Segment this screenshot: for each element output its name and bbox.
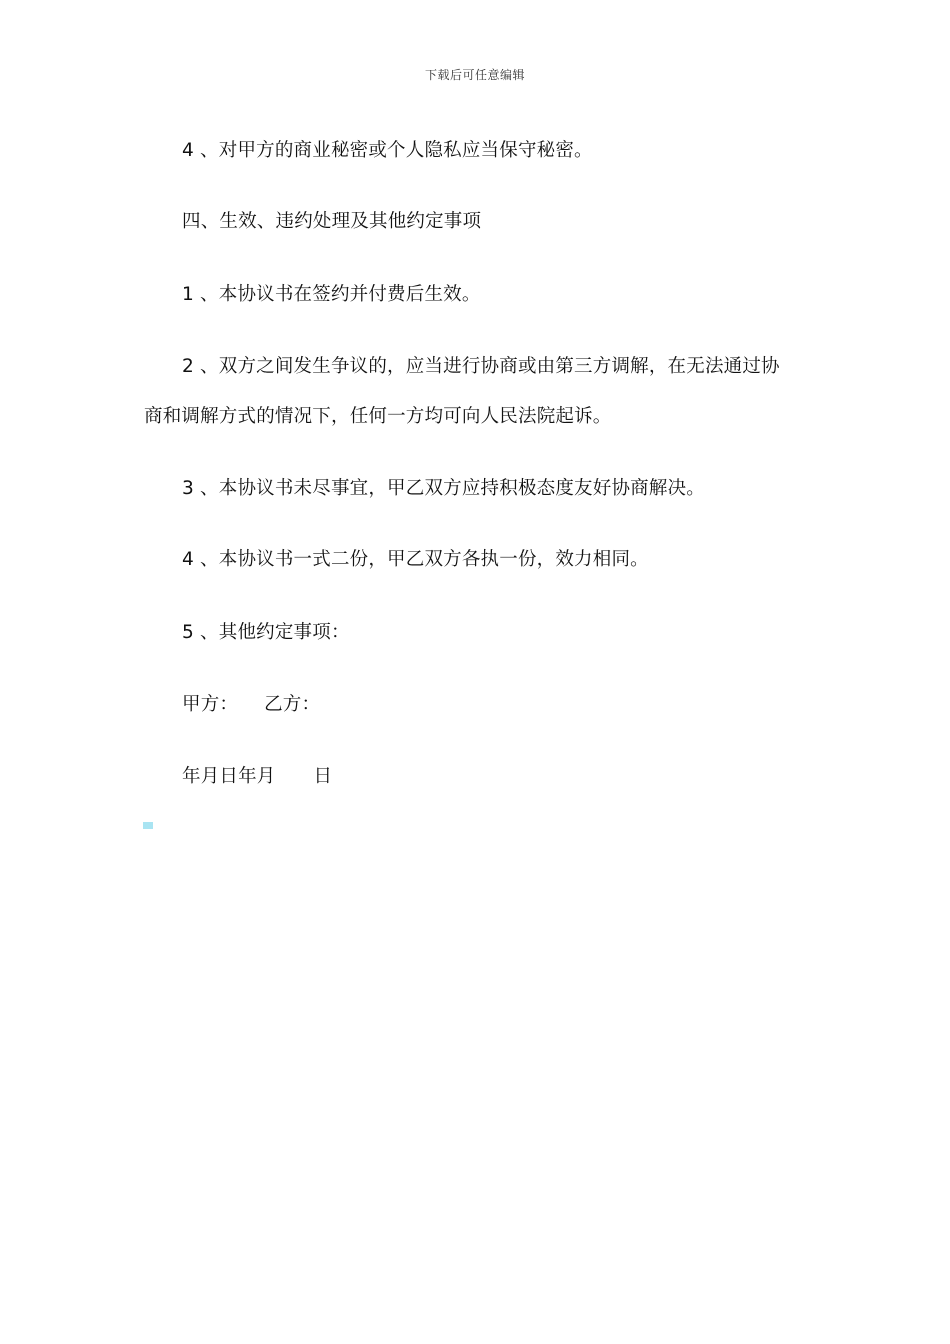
paragraph-item-4: 4 、本协议书一式二份，甲乙双方各执一份，效力相同。 (182, 549, 649, 570)
paragraph-item-3: 3 、本协议书未尽事宜，甲乙双方应持积极态度友好协商解决。 (182, 478, 705, 499)
paragraph-item-2-line-1: 2 、双方之间发生争议的，应当进行协商或由第三方调解，在无法通过协 (182, 356, 780, 377)
date-line (182, 765, 332, 789)
paragraph-item-2-line-2: 商和调解方式的情况下，任何一方均可向人民法院起诉。 (144, 406, 612, 427)
date-line-left: 年月日年月 (182, 766, 276, 787)
page-header-note: 下载后可任意编辑 (424, 68, 525, 82)
paragraph-item-1: 1 、本协议书在签约并付费后生效。 (182, 284, 481, 305)
signature-party-b: 乙方： (264, 694, 321, 715)
section-title-effect: 四、生效、违约处理及其他约定事项 (182, 211, 482, 232)
text-cursor-marker (143, 822, 153, 829)
signature-line (182, 693, 320, 717)
paragraph-confidentiality: 4 、对甲方的商业秘密或个人隐私应当保守秘密。 (182, 140, 593, 161)
signature-party-a: 甲方： (182, 694, 239, 715)
date-line-right: 日 (313, 766, 333, 787)
paragraph-item-5: 5 、其他约定事项： (182, 622, 350, 643)
